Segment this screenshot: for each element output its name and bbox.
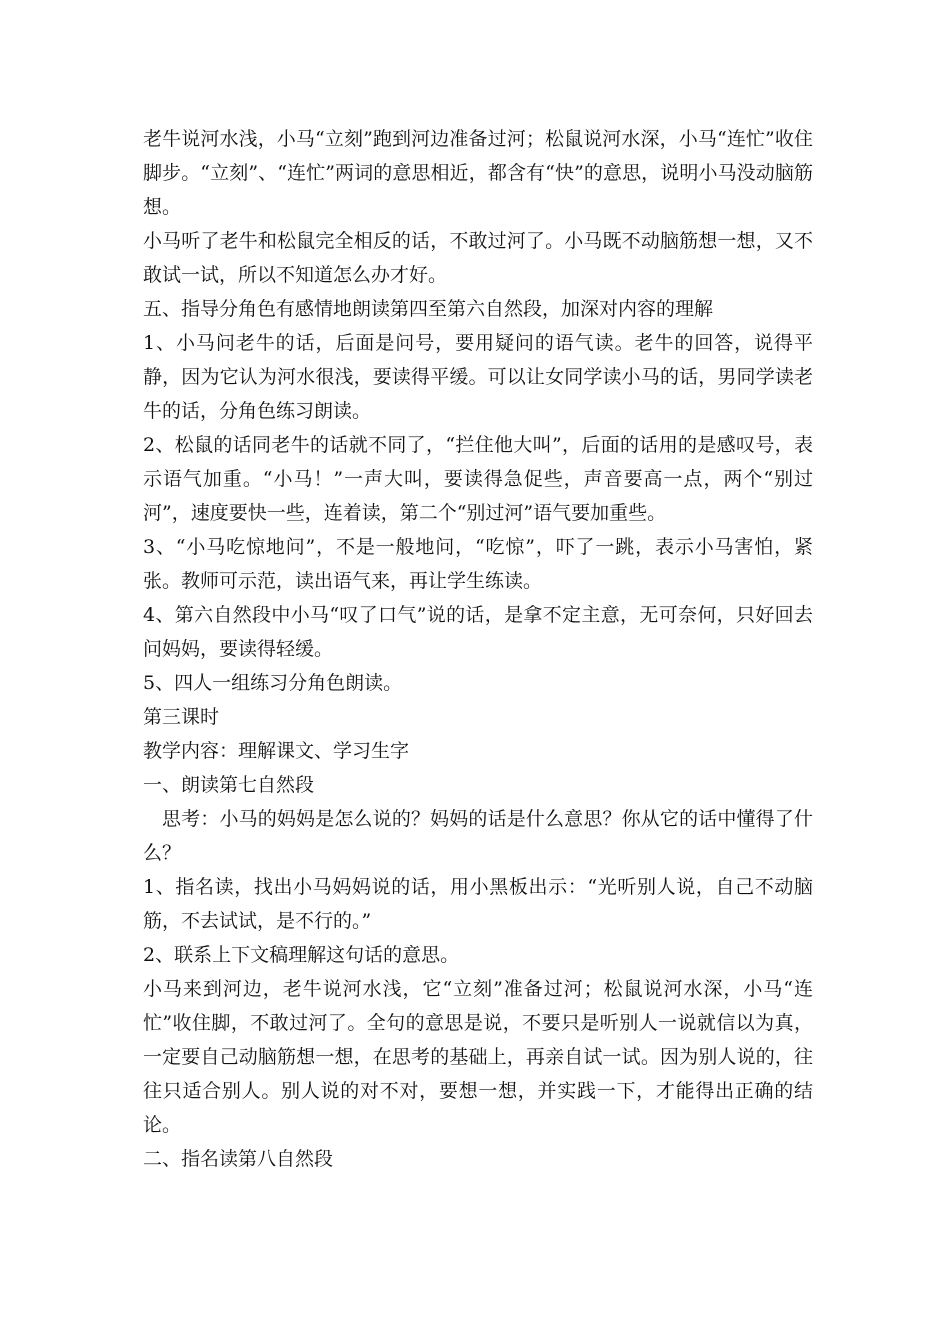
list-item-1: 1、小马问老牛的话，后面是问号，要用疑问的语气读。老牛的回答，说得平静，因为它认为河水很浅，要读得平缓。可以让女同学读小马的话，男同学读老牛的话，分角色练习朗读。 xyxy=(143,332,813,422)
lesson-heading-third: 第三课时 xyxy=(143,706,220,728)
thinking-question: 思考：小马的妈妈是怎么说的？妈妈的话是什么意思？你从它的话中懂得了什么？ xyxy=(143,808,813,864)
paragraph-analysis-hesitation: 小马听了老牛和松鼠完全相反的话，不敢过河了。小马既不动脑筋想一想，又不敢试一试，所以不知道怎么办才好。 xyxy=(143,230,813,286)
list-item-4: 4、第六自然段中小马“叹了口气”说的话，是拿不定主意，无可奈何，只好回去问妈妈，要读得轻缓。 xyxy=(143,604,813,660)
teaching-content: 教学内容：理解课文、学习生字 xyxy=(143,740,410,762)
list-item-5: 5、四人一组练习分角色朗读。 xyxy=(143,672,403,694)
paragraph-explanation: 小马来到河边，老牛说河水浅，它“立刻”准备过河；松鼠说河水深，小马“连忙”收住脚，不敢过河了。全句的意思是说，不要只是听别人一说就信以为真，一定要自己动脑筋想一想，在思考的基础上，再亲自试一试。因为别人说的，往往只适合别人。别人说的对不对，要想一想，并实践一下，才能得出正确的结论。 xyxy=(143,978,813,1136)
list-item-3: 3、“小马吃惊地问”，不是一般地问，“吃惊”，吓了一跳，表示小马害怕，紧张。教师可示范，读出语气来，再让学生练读。 xyxy=(143,536,813,592)
list-item-2: 2、松鼠的话同老牛的话就不同了，“拦住他大叫”，后面的话用的是感叹号，表示语气加重。“小马！”一声大叫，要读得急促些，声音要高一点，两个“别过河”，速度要快一些，连着读，第二个“别过河”语气要加重些。 xyxy=(143,434,813,524)
step-item-2: 2、联系上下文稿理解这句话的意思。 xyxy=(143,944,460,966)
paragraph-analysis-words: 老牛说河水浅，小马“立刻”跑到河边准备过河；松鼠说河水深，小马“连忙”收住脚步。“立刻”、“连忙”两词的意思相近，都含有“快”的意思，说明小马没动脑筋想。 xyxy=(143,128,813,218)
section-heading-one: 一、朗读第七自然段 xyxy=(143,774,315,796)
section-heading-two: 二、指名读第八自然段 xyxy=(143,1148,334,1170)
step-item-1: 1、指名读，找出小马妈妈说的话，用小黑板出示：“光听别人说，自己不动脑筋，不去试试，是不行的。” xyxy=(143,876,813,932)
section-heading-five: 五、指导分角色有感情地朗读第四至第六自然段，加深对内容的理解 xyxy=(143,298,714,320)
document-body xyxy=(143,122,813,1176)
